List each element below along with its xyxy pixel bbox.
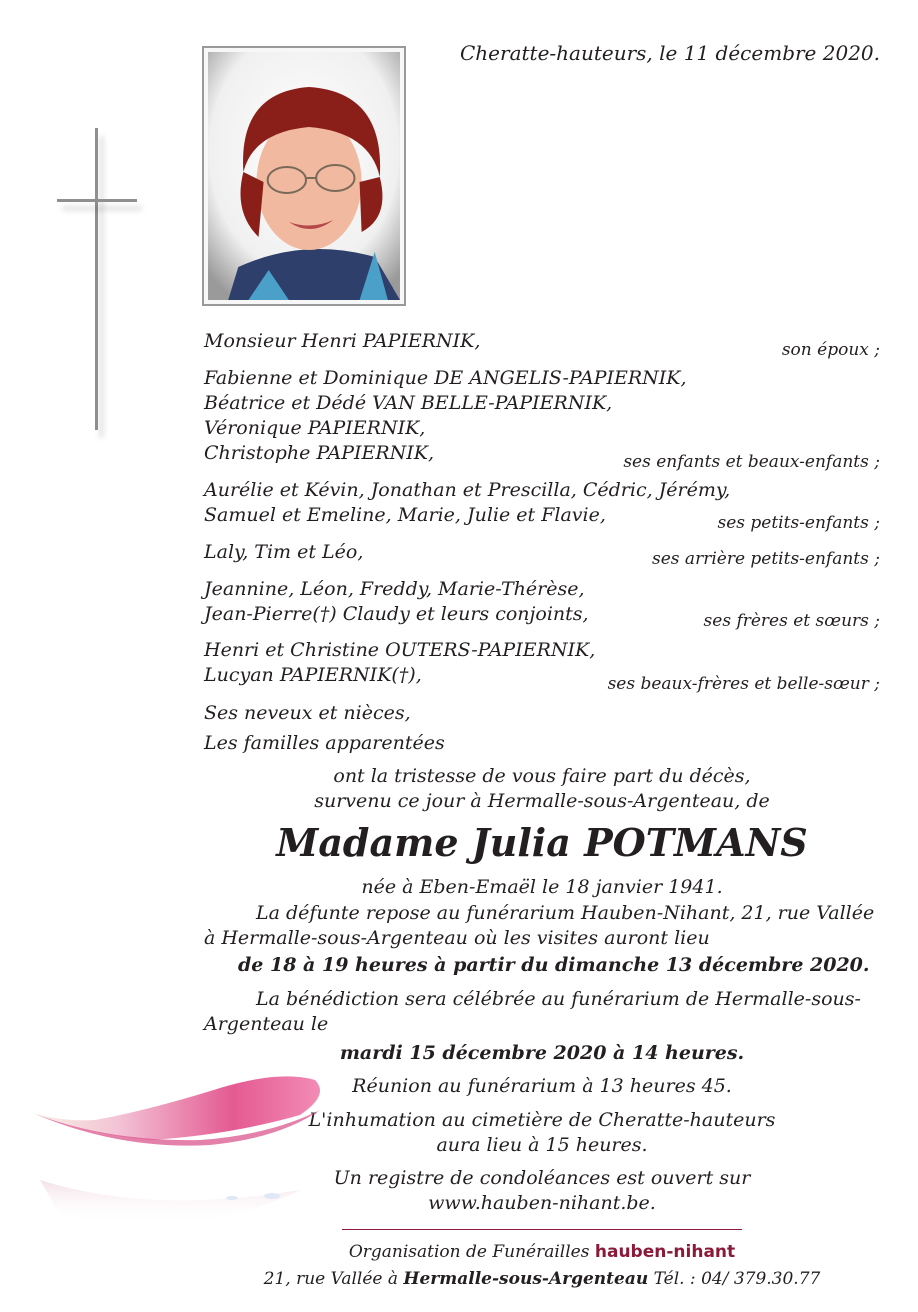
visits-line: à Hermalle-sous-Argenteau où les visites auront lieu <box>204 927 710 949</box>
visits-line: La défunte repose au funérarium Hauben-Nihant, 21, rue Vallée <box>256 902 875 924</box>
footer-org-prefix: Organisation de Funérailles <box>348 1242 590 1262</box>
cross-icon <box>95 128 98 430</box>
birth-line: née à Eben-Emaël le 18 janvier 1941. <box>361 876 723 898</box>
family-name-line: Christophe PAPIERNIK, <box>204 442 435 464</box>
visits-when: de 18 à 19 heures à partir du dimanche 13 décembre 2020. <box>238 954 870 976</box>
footer-address-prefix: 21, rue Vallée à <box>263 1269 399 1289</box>
family-name-line: Henri et Christine OUTERS-PAPIERNIK, <box>204 639 596 661</box>
family-name-line: Jean-Pierre(†) Claudy et leurs conjoints, <box>204 603 589 625</box>
family-name-line: Fabienne et Dominique DE ANGELIS-PAPIERNIK, <box>204 367 687 389</box>
footer-divider <box>342 1229 742 1230</box>
brand-logo: hauben-nihant <box>594 1242 736 1262</box>
portrait-icon <box>208 52 400 300</box>
family-name-line: Ses neveux et nièces, <box>204 702 411 724</box>
family-relation: ses arrière petits-enfants ; <box>652 549 880 569</box>
family-name-line: Les familles apparentées <box>204 732 445 754</box>
family-name-line: Laly, Tim et Léo, <box>204 541 364 563</box>
family-name-line: Lucyan PAPIERNIK(†), <box>204 664 422 686</box>
place-date: Cheratte-hauteurs, le 11 décembre 2020. <box>460 41 880 65</box>
burial-line: L'inhumation au cimetière de Cheratte-hauteurs <box>308 1109 776 1131</box>
family-relation: ses enfants et beaux-enfants ; <box>623 452 880 472</box>
announcement-line: survenu ce jour à Hermalle-sous-Argenteau, de <box>314 790 770 812</box>
family-relation: ses frères et sœurs ; <box>703 611 880 631</box>
cross-icon-bar <box>57 199 137 202</box>
footer-org <box>200 1240 884 1264</box>
family-name-line: Véronique PAPIERNIK, <box>204 417 426 439</box>
registry-url: www.hauben-nihant.be. <box>428 1192 656 1214</box>
family-relation: ses petits-enfants ; <box>717 513 880 533</box>
ceremony-when: mardi 15 décembre 2020 à 14 heures. <box>339 1042 745 1064</box>
family-relation: ses beaux-frères et belle-sœur ; <box>607 674 880 694</box>
family-name-line: Béatrice et Dédé VAN BELLE-PAPIERNIK, <box>204 392 613 414</box>
announcement-line: ont la tristesse de vous faire part du décès, <box>333 765 751 787</box>
registry-line: Un registre de condoléances est ouvert sur <box>333 1167 751 1189</box>
ceremony-line: La bénédiction sera célébrée au funérarium de Hermalle-sous- <box>256 988 861 1010</box>
family-name-line: Samuel et Emeline, Marie, Julie et Flavie, <box>204 504 606 526</box>
family-name-line: Jeannine, Léon, Freddy, Marie-Thérèse, <box>204 578 585 600</box>
footer-address-city: Hermalle-sous-Argenteau <box>403 1269 649 1289</box>
family-relation: son époux ; <box>781 340 880 360</box>
deceased-name: Madame Julia POTMANS <box>276 820 808 865</box>
portrait-photo <box>202 46 406 306</box>
meeting-line: Réunion au funérarium à 13 heures 45. <box>352 1075 732 1097</box>
family-name-line: Monsieur Henri PAPIERNIK, <box>204 330 481 352</box>
burial-line: aura lieu à 15 heures. <box>436 1134 648 1156</box>
footer-phone: Tél. : 04/ 379.30.77 <box>653 1269 821 1289</box>
ceremony-line: Argenteau le <box>204 1013 329 1035</box>
family-name-line: Aurélie et Kévin, Jonathan et Prescilla, Cédric, Jérémy, <box>204 479 731 501</box>
footer-address <box>180 1267 904 1291</box>
